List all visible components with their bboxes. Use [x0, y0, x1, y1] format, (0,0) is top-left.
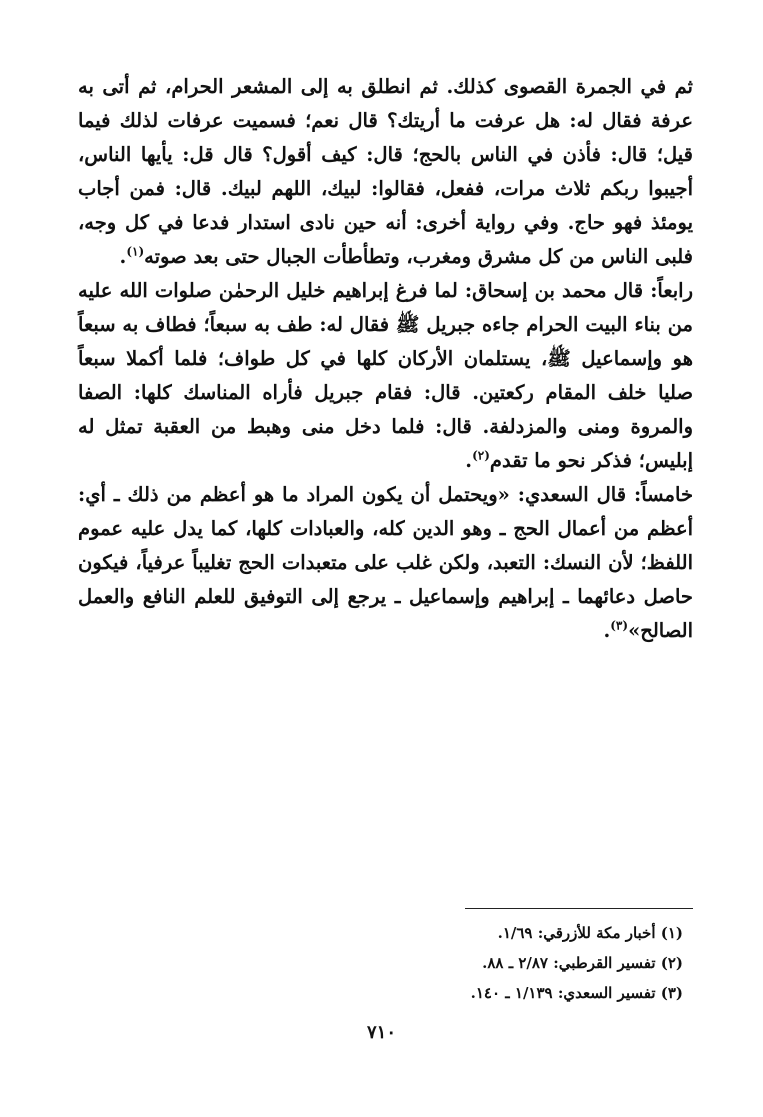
main-text: [78, 70, 693, 648]
footnote-ref-1: (١): [126, 244, 145, 259]
paragraph-2: [78, 274, 693, 478]
paragraph-1-end: .: [119, 245, 127, 268]
footnote-1: (١) أخبار مكة للأزرقي: ١/٦٩.: [497, 924, 683, 942]
paragraph-1-text: ثم في الجمرة القصوى كذلك. ثم انطلق به إلى المشعر الحرام، ثم أتى به عرفة فقال له: هل عرفت ما أريتك؟ قال نعم؛ فسميت عرفات لذلك فيما قيل؛ قال: فأذن في الناس بالحج؛ قال: كيف أقول؟ قال قل: يأيها الناس، أجيبوا ربكم ثلاث مرات، ففعل، فقالوا: لبيك، اللهم لبيك. قال: فمن أجاب يومئذ فهو حاج. وفي رواية أخرى: أنه حين نادى استدار فدعا في كل وجه، فلبى الناس من كل مشرق ومغرب، وتطأطأت الجبال حتى بعد صوته: [78, 75, 693, 268]
footnotes: [383, 918, 683, 1008]
paragraph-2-text: قال محمد بن إسحاق: لما فرغ إبراهيم خليل الرحمٰن صلوات الله عليه من بناء البيت الحرام جاءه جبريل ﷺ فقال له: طف به سبعاً؛ فطاف به سبعاً هو وإسماعيل ﷺ، يستلمان الأركان كلها في كل طواف؛ فلما أكملا سبعاً صليا خلف المقام ركعتين. قال: فقام جبريل فأراه المناسك كلها: الصفا والمروة ومنى والمزدلفة. قال: فلما دخل منى وهبط من العقبة تمثل له إبليس؛ فذكر نحو ما تقدم: [78, 279, 693, 472]
paragraph-3: [78, 478, 693, 648]
footnote-ref-3: (٣): [610, 618, 629, 633]
footnote-ref-2: (٢): [472, 448, 490, 463]
page-number: ٧١٠: [366, 1022, 396, 1043]
paragraph-3-end: .: [603, 619, 611, 642]
footnote-3: (٣) تفسير السعدي: ١/١٣٩ ـ ١٤٠.: [470, 984, 683, 1002]
paragraph-1: [78, 70, 693, 274]
paragraph-2-end: .: [465, 449, 473, 472]
footnote-divider: [465, 908, 693, 909]
paragraph-3-lead: خامساً:: [634, 483, 693, 506]
paragraph-3-text: قال السعدي: «ويحتمل أن يكون المراد ما هو أعظم من ذلك ـ أي: أعظم من أعمال الحج ـ وهو الدين كله، والعبادات كلها، كما يدل عليه عموم اللفظ؛ لأن النسك: التعبد، ولكن غلب على متعبدات الحج تغليباً عرفياً، فيكون حاصل دعائهما ـ إبراهيم وإسماعيل ـ يرجع إلى التوفيق للعلم النافع والعمل الصالح»: [78, 483, 693, 642]
paragraph-2-lead: رابعاً:: [650, 279, 693, 302]
footnote-2: (٢) تفسير القرطبي: ٢/٨٧ ـ ٨٨.: [482, 954, 683, 972]
